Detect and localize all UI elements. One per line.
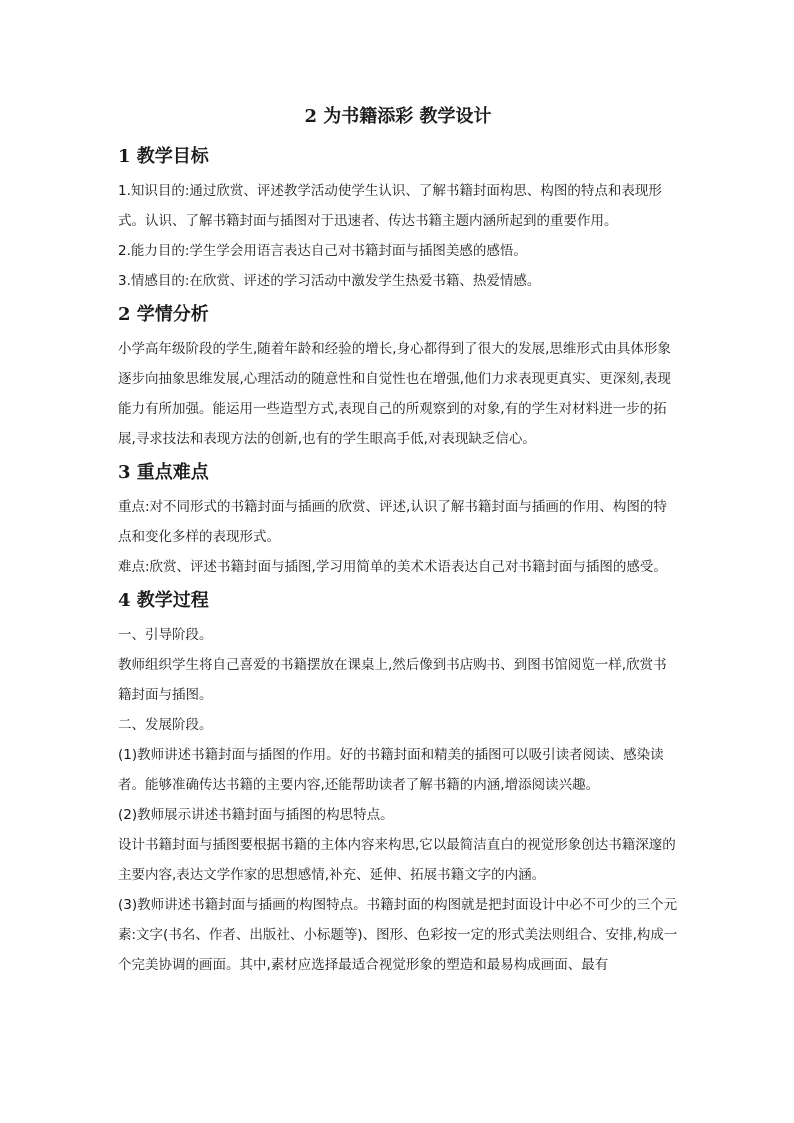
section-key-difficulties <box>118 460 678 582</box>
paragraph: 3.情感目的:在欣赏、评述的学习活动中激发学生热爱书籍、热爱情感。 <box>118 273 541 289</box>
document-title: 2 为书籍添彩 教学设计 <box>304 106 492 127</box>
section-heading: 2 学情分析 <box>118 304 209 325</box>
section-teaching-process <box>118 588 678 980</box>
section-heading: 3 重点难点 <box>118 462 209 483</box>
section-heading: 4 教学过程 <box>118 590 209 611</box>
paragraph: 难点:欣赏、评述书籍封面与插图,学习用简单的美术术语表达自己对书籍封面与插图的感受。 <box>118 559 667 575</box>
paragraph: 一、引导阶段。 <box>118 627 213 643</box>
section-teaching-goals <box>118 144 678 296</box>
paragraph: 2.能力目的:学生学会用语言表达自己对书籍封面与插图美感的感悟。 <box>118 243 527 259</box>
paragraph: 重点:对不同形式的书籍封面与插画的欣赏、评述,认识了解书籍封面与插画的作用、构图的特点和变化多样的表现形式。 <box>118 499 667 545</box>
section-heading: 1 教学目标 <box>118 146 209 167</box>
paragraph: 1.知识目的:通过欣赏、评述教学活动使学生认识、了解书籍封面构思、构图的特点和表现形式。认识、了解书籍封面与插图对于迅速者、传达书籍主题内涵所起到的重要作用。 <box>118 183 662 229</box>
paragraph: 小学高年级阶段的学生,随着年龄和经验的增长,身心都得到了很大的发展,思维形式由具体形象逐步向抽象思维发展,心理活动的随意性和自觉性也在增强,他们力求表现更真实、更深刻,表现能力有所加强。能运用一些造型方式,表现自己的所观察到的对象,有的学生对材料进一步的拓展,寻求技法和表现方法的创新,也有的学生眼高手低,对表现缺乏信心。 <box>118 341 671 447</box>
paragraph: 二、发展阶段。 <box>118 717 213 733</box>
document-page <box>118 100 678 982</box>
section-student-analysis <box>118 302 678 454</box>
paragraph: (1)教师讲述书籍封面与插图的作用。好的书籍封面和精美的插图可以吸引读者阅读、感染读者。能够准确传达书籍的主要内容,还能帮助读者了解书籍的内涵,增添阅读兴趣。 <box>118 747 664 793</box>
paragraph: 教师组织学生将自己喜爱的书籍摆放在课桌上,然后像到书店购书、到图书馆阅览一样,欣赏书籍封面与插图。 <box>118 657 667 703</box>
paragraph: (2)教师展示讲述书籍封面与插图的构思特点。 <box>118 807 394 823</box>
paragraph: 设计书籍封面与插图要根据书籍的主体内容来构思,它以最简洁直白的视觉形象创达书籍深邃的主要内容,表达文学作家的思想感情,补充、延伸、拓展书籍文字的内涵。 <box>118 837 676 883</box>
paragraph: (3)教师讲述书籍封面与插画的构图特点。书籍封面的构图就是把封面设计中必不可少的三个元素:文字(书名、作者、出版社、小标题等)、图形、色彩按一定的形式美法则组合、安排,构成一个完美协调的画面。其中,素材应选择最适合视觉形象的塑造和最易构成画面、最有 <box>118 897 678 973</box>
